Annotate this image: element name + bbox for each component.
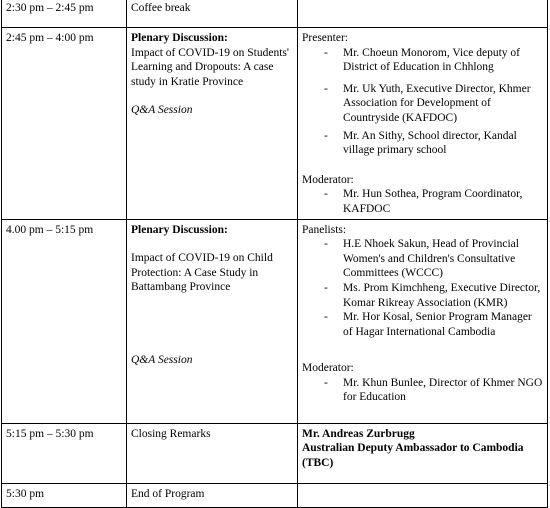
panelist-label: Panelists: <box>302 223 347 236</box>
moderator-list <box>302 376 543 405</box>
people-cell <box>298 483 548 507</box>
table-row <box>2 423 548 483</box>
session-cell: Closing Remarks <box>127 423 298 483</box>
people-cell <box>298 423 548 483</box>
time-cell: 4.00 pm – 5:15 pm <box>2 219 127 423</box>
presenter-list <box>302 46 543 158</box>
list-item: - H.E Nhoek Sakun, Head of Provincial Women's and Children's Consultative Committees (WCCC) <box>302 237 543 281</box>
people-cell <box>298 0 548 28</box>
qa-session-label: Q&A Session <box>131 104 193 117</box>
people-cell <box>298 28 548 220</box>
speaker-name: Mr. Andreas Zurbrugg <box>302 427 415 440</box>
session-heading: Plenary Discussion: <box>131 32 228 44</box>
list-item: - Ms. Prom Kimchheng, Executive Director, Komar Rikreay Association (KMR) <box>302 281 543 310</box>
moderator-label: Moderator: <box>302 362 354 375</box>
table-row <box>2 219 548 423</box>
people-cell <box>298 219 548 423</box>
panelist-list <box>302 237 543 339</box>
moderator-label: Moderator: <box>302 173 354 186</box>
time-cell: 5:30 pm <box>2 483 127 507</box>
moderator-list <box>302 187 543 216</box>
table-row <box>2 483 548 507</box>
session-heading: Plenary Discussion: <box>131 223 228 236</box>
presenter-label: Presenter: <box>302 32 348 44</box>
session-cell <box>127 219 298 423</box>
list-item: - Mr. Uk Yuth, Executive Director, Khmer Association for Development of Countryside (KAFDOC) <box>302 82 543 126</box>
session-cell <box>127 28 298 220</box>
list-item: - Mr. Hun Sothea, Program Coordinator, KAFDOC <box>302 187 543 216</box>
speaker-title: Australian Deputy Ambassador to Cambodia (TBC) <box>302 442 524 469</box>
time-cell: 2:45 pm – 4:00 pm <box>2 28 127 220</box>
time-cell: 2:30 pm – 2:45 pm <box>2 0 127 28</box>
time-cell: 5:15 pm – 5:30 pm <box>2 423 127 483</box>
agenda-table <box>1 0 548 508</box>
table-row <box>2 0 548 28</box>
qa-session-label: Q&A Session <box>131 353 193 366</box>
session-topic: Impact of COVID-19 on Child Protection: A Case Study in Battambang Province <box>131 252 273 294</box>
session-cell: End of Program <box>127 483 298 507</box>
list-item: - Mr. Choeun Monorom, Vice deputy of District of Education in Chhlong <box>302 46 543 75</box>
session-cell: Coffee break <box>127 0 298 28</box>
list-item: - Mr. Hor Kosal, Senior Program Manager of Hagar International Cambodia <box>302 310 543 339</box>
list-item: - Mr. An Sithy, School director, Kandal village primary school <box>302 129 543 158</box>
table-row <box>2 28 548 220</box>
list-item: - Mr. Khun Bunlee, Director of Khmer NGO for Education <box>302 376 543 405</box>
session-topic: Impact of COVID-19 on Students' Learning and Dropouts: A case study in Kratie Province <box>131 46 289 88</box>
